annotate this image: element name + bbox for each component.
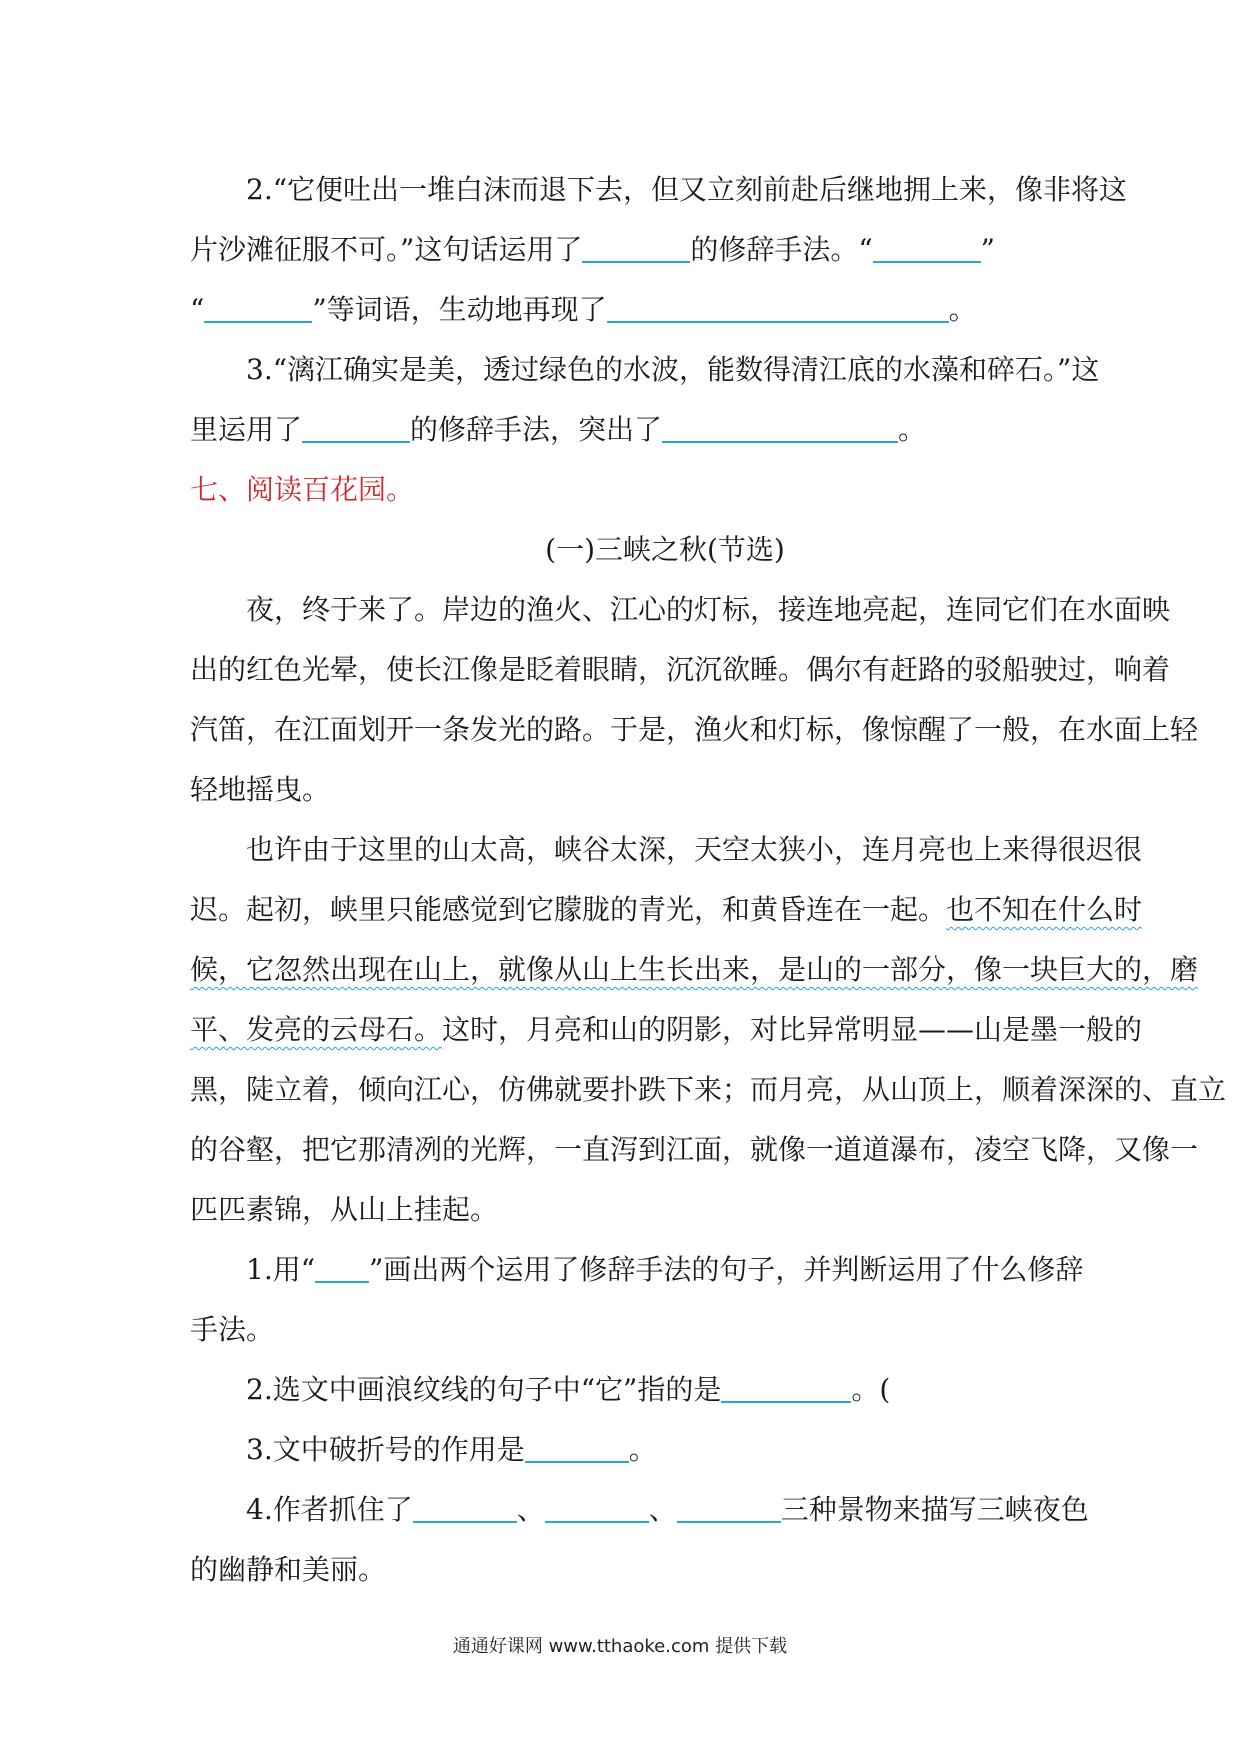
underline-sample [315,1247,369,1283]
answer-blank[interactable] [873,227,981,263]
section-7-heading: 七、阅读百花园。 [190,473,415,506]
passage-p1-line: 出的红色光晕，使长江像是眨着眼睛，沉沉欲睡。偶尔有赶路的驳船驶过，响着 [190,653,1171,686]
q6-2-line-1: 2.“它便吐出一堆白沫而退下去，但又立刻前赴后继地拥上来，像非将这 [246,173,1128,206]
answer-blank[interactable] [721,1367,851,1403]
answer-blank[interactable] [525,1427,629,1463]
passage-p2-line: 迟。起初，峡里只能感觉到它朦胧的青光，和黄昏连在一起。也不知在什么时 [190,893,1143,926]
wavy-underlined-sentence: 也不知在什么时 [946,893,1143,926]
passage-p2-line [190,940,1199,1000]
page-footer: 通通好课网 www.tthaoke.com 提供下载 [452,1636,788,1657]
q6-3-line-2: 里运用了 的修辞手法，突出了 。 [190,400,1140,460]
q7-2: 2.选文中画浪纹线的句子中“它”指的是 。( [190,1360,1140,1420]
passage-p1-line: 轻地摇曳。 [190,773,331,806]
answer-blank[interactable] [677,1487,781,1523]
passage-p1-line: 夜，终于来了。岸边的渔火、江心的灯标，接连地亮起，连同它们在水面映 [246,593,1171,626]
wavy-underlined-sentence: 平、发亮的云母石。 [190,1013,443,1046]
answer-blank[interactable] [413,1487,517,1523]
passage-p2-line: 黑，陡立着，倾向江心，仿佛就要扑跌下来；而月亮，从山顶上，顺着深深的、直立 [190,1073,1227,1106]
passage-p1-line: 汽笛，在江面划开一条发光的路。于是，渔火和灯标，像惊醒了一般，在水面上轻 [190,713,1199,746]
passage-p2-line: 的谷壑，把它那清冽的光辉，一直泻到江面，就像一道道瀑布，凌空飞降，又像一 [190,1133,1199,1166]
q7-1-line-1: 1.用“ ”画出两个运用了修辞手法的句子，并判断运用了什么修辞 [190,1240,1140,1300]
q7-4-line-2: 的幽静和美丽。 [190,1553,387,1586]
q7-4-line-1: 4.作者抓住了 、 、 三种景物来描写三峡夜色 [190,1480,1140,1540]
answer-blank[interactable] [662,407,898,443]
worksheet-page [190,160,1227,1600]
q6-2-line-2: 片沙滩征服不可。”这句话运用了 的修辞手法。“ ” [190,220,1140,280]
wavy-underlined-sentence: 候，它忽然出现在山上，就像从山上生长出来，是山的一部分，像一块巨大的，磨 [190,953,1199,986]
q7-3: 3.文中破折号的作用是 。 [190,1420,1140,1480]
q7-1-line-2: 手法。 [190,1313,275,1346]
answer-blank[interactable] [582,227,690,263]
answer-blank[interactable] [607,287,949,323]
q6-2-line-3: “ ”等词语，生动地再现了 。 [190,280,1140,340]
passage-p2-line: 平、发亮的云母石。这时，月亮和山的阴影，对比异常明显——山是墨一般的 [190,1013,1143,1046]
answer-blank[interactable] [545,1487,649,1523]
answer-blank[interactable] [204,287,312,323]
passage-title: (一)三峡之秋(节选) [545,533,785,566]
q6-3-line-1: 3.“漓江确实是美，透过绿色的水波，能数得清江底的水藻和碎石。”这 [246,353,1100,386]
answer-blank[interactable] [302,407,410,443]
passage-p2-line: 也许由于这里的山太高，峡谷太深，天空太狭小，连月亮也上来得很迟很 [246,833,1143,866]
passage-p2-line: 匹匹素锦，从山上挂起。 [190,1193,499,1226]
